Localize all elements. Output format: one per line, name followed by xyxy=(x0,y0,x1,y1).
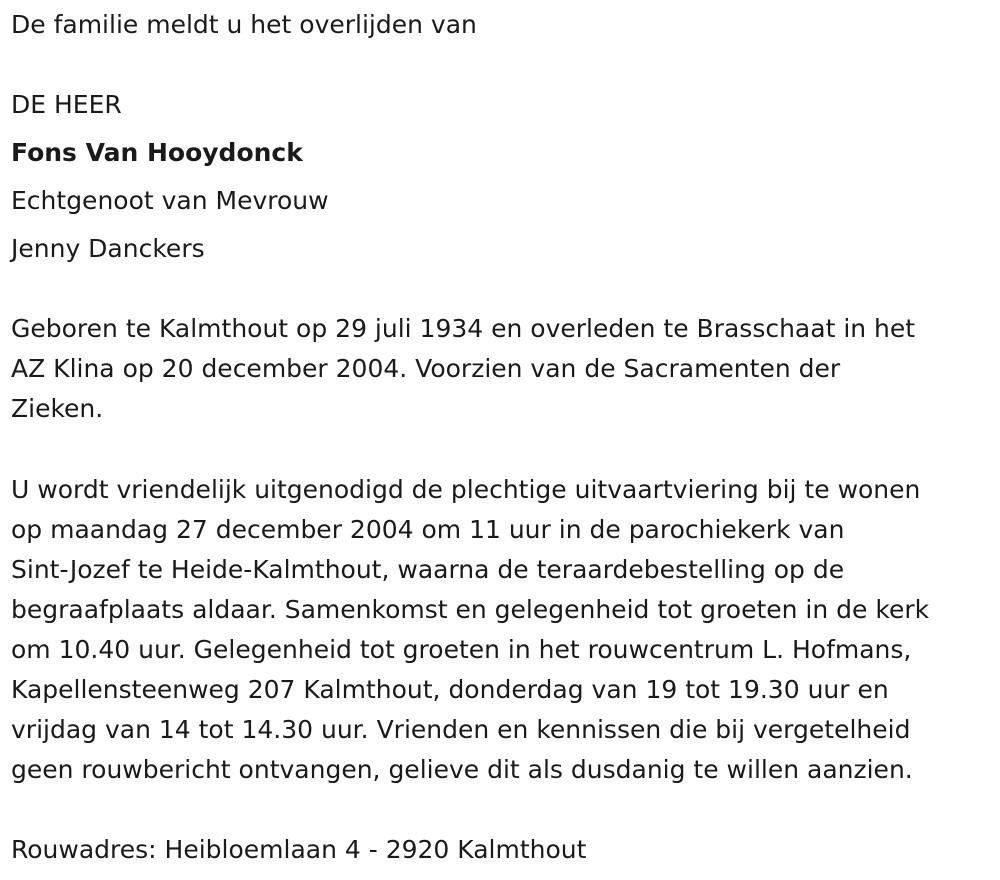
paragraph-line: begraafplaats aldaar. Samenkomst en gelegenheid tot groeten in de kerk xyxy=(11,595,930,624)
paragraph-line: op maandag 27 december 2004 om 11 uur in de parochiekerk van xyxy=(11,515,845,544)
paragraph-line: om 10.40 uur. Gelegenheid tot groeten in het rouwcentrum L. Hofmans, xyxy=(11,635,912,664)
deceased-name: Fons Van Hooydonck xyxy=(11,138,303,167)
paragraph-line: AZ Klina op 20 december 2004. Voorzien van de Sacramenten der xyxy=(11,354,841,383)
spouse-name: Jenny Danckers xyxy=(11,234,205,263)
paragraph-line: Geboren te Kalmthout op 29 juli 1934 en overleden te Brasschaat in het xyxy=(11,314,916,343)
relation-text: Echtgenoot van Mevrouw xyxy=(11,186,329,215)
paragraph-line: U wordt vriendelijk uitgenodigd de plechtige uitvaartviering bij te wonen xyxy=(11,475,921,504)
mourning-address: Rouwadres: Heibloemlaan 4 - 2920 Kalmthout xyxy=(11,835,587,864)
funeral-paragraph xyxy=(11,470,996,790)
paragraph-line: vrijdag van 14 tot 14.30 uur. Vrienden en kennissen die bij vergetelheid xyxy=(11,715,911,744)
paragraph-line: Kapellensteenweg 207 Kalmthout, donderdag van 19 tot 19.30 uur en xyxy=(11,675,889,704)
paragraph-line: Zieken. xyxy=(11,394,104,423)
paragraph-line: geen rouwbericht ontvangen, gelieve dit als dusdanig te willen aanzien. xyxy=(11,755,913,784)
paragraph-line: Sint-Jozef te Heide-Kalmthout, waarna de teraardebestelling op de xyxy=(11,555,845,584)
intro-text: De familie meldt u het overlijden van xyxy=(11,10,477,39)
honorific-title: DE HEER xyxy=(11,90,122,119)
birth-death-paragraph xyxy=(11,309,996,429)
